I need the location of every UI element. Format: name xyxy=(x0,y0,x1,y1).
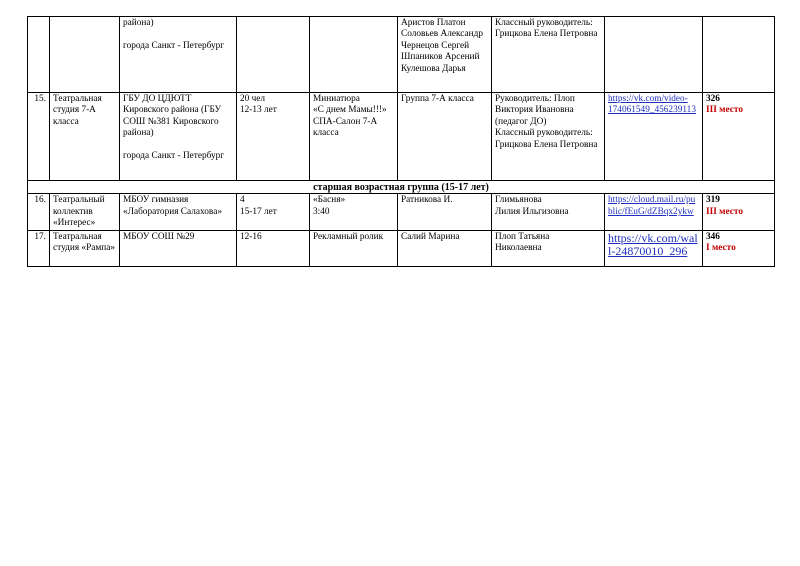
score: 319 xyxy=(706,195,720,206)
video-link xyxy=(605,230,703,266)
work-title: Миниатюра «С днем Мамы!!!» СПА-Салон 7-А класса xyxy=(310,93,398,181)
row-number: 16. xyxy=(28,194,50,230)
performers: Ратникова И. xyxy=(398,194,492,230)
leaders: Глимьянова Лилия Ильгизовна xyxy=(492,194,605,230)
collective-name: Театральная студия 7-А класса xyxy=(50,93,120,181)
leaders: Классный руководитель: Грицкова Елена Петровна xyxy=(492,17,605,93)
collective-name: Театральная студия «Рампа» xyxy=(50,230,120,266)
table-row xyxy=(28,93,775,181)
leaders: Руководитель: Плоп Виктория Ивановна (педагог ДО) Классный руководитель: Грицкова Елена Петровна xyxy=(492,93,605,181)
place-badge: III место xyxy=(706,206,743,217)
work-title: Рекламный ролик xyxy=(310,230,398,266)
result xyxy=(703,17,775,93)
result xyxy=(703,93,775,181)
video-link xyxy=(605,17,703,93)
work-title: «Басня» 3:40 xyxy=(310,194,398,230)
participants: 20 чел 12-13 лет xyxy=(237,93,310,181)
group-header-row xyxy=(28,181,775,194)
video-link-anchor[interactable]: https://vk.com/video-174061549_456239113 xyxy=(608,94,696,116)
table-row xyxy=(28,17,775,93)
collective-name: Театральный коллектив «Интерес» xyxy=(50,194,120,230)
row-number xyxy=(28,17,50,93)
video-link xyxy=(605,93,703,181)
table-row xyxy=(28,230,775,266)
institution: ГБУ ДО ЦДЮТТ Кировского района (ГБУ СОШ №381 Кировского района) города Санкт - Петербург xyxy=(120,93,237,181)
place-badge: III место xyxy=(706,105,743,116)
row-number: 17. xyxy=(28,230,50,266)
participants: 12-16 xyxy=(237,230,310,266)
performers: Салий Марина xyxy=(398,230,492,266)
participants xyxy=(237,17,310,93)
place-badge: I место xyxy=(706,243,736,254)
table-row xyxy=(28,194,775,230)
institution: МБОУ СОШ №29 xyxy=(120,230,237,266)
result xyxy=(703,230,775,266)
score: 326 xyxy=(706,94,720,104)
results-table xyxy=(27,16,775,267)
institution: района) города Санкт - Петербург xyxy=(120,17,237,93)
collective-name xyxy=(50,17,120,93)
work-title xyxy=(310,17,398,93)
row-number: 15. xyxy=(28,93,50,181)
participants: 4 15-17 лет xyxy=(237,194,310,230)
institution: МБОУ гимназия «Лаборатория Салахова» xyxy=(120,194,237,230)
result xyxy=(703,194,775,230)
video-link-anchor[interactable]: https://vk.com/wall-24870010_296 xyxy=(608,230,698,259)
performers: Группа 7-А класса xyxy=(398,93,492,181)
video-link-anchor[interactable]: https://cloud.mail.ru/public/fEuG/dZBqx2ykw xyxy=(608,195,696,217)
performers: Аристов Платон Соловьев Александр Чернецов Сергей Шпаников Арсений Кулешова Дарья xyxy=(398,17,492,93)
video-link xyxy=(605,194,703,230)
leaders: Плоп Татьяна Николаевна xyxy=(492,230,605,266)
age-group-header: старшая возрастная группа (15-17 лет) xyxy=(28,181,775,194)
score: 346 xyxy=(706,231,720,242)
